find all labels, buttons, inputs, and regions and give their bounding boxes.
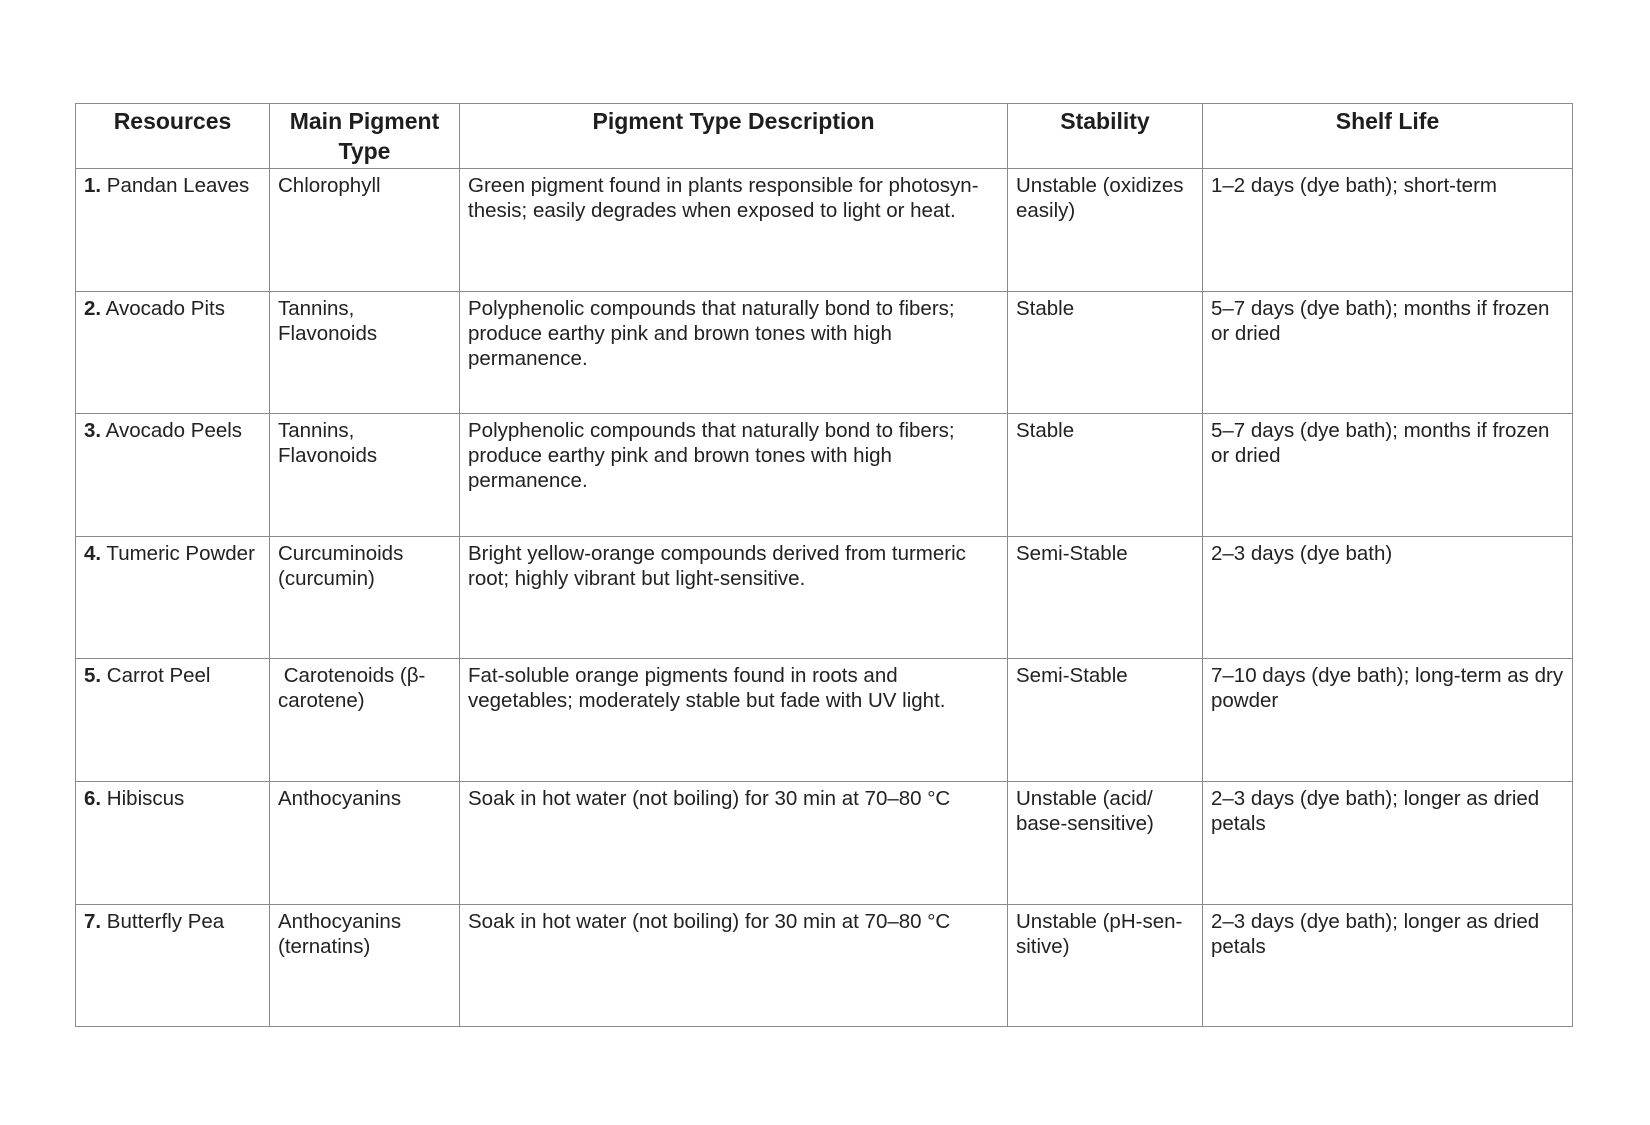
header-pigment-type-description: Pigment Type Description — [460, 104, 1008, 169]
main-pigment-type-cell: Carotenoids (β-carotene) — [270, 659, 460, 782]
description-cell: Soak in hot water (not boiling) for 30 min at 70–80 °C — [460, 904, 1008, 1027]
stability-cell: Semi-Stable — [1008, 659, 1203, 782]
resource-name: Pandan Leaves — [101, 174, 250, 197]
stability-cell: Stable — [1008, 291, 1203, 414]
table-row — [76, 904, 1573, 1027]
header-main-pigment-type: Main Pigment Type — [270, 104, 460, 169]
header-row — [76, 104, 1573, 169]
main-pigment-type-cell: Anthocyanins (ternatins) — [270, 904, 460, 1027]
row-number: 3. — [84, 419, 102, 443]
stability-cell: Stable — [1008, 414, 1203, 537]
resource-cell — [76, 414, 270, 537]
main-pigment-type-cell: Curcuminoids (curcumin) — [270, 536, 460, 659]
header-resources: Resources — [76, 104, 270, 169]
resource-cell — [76, 536, 270, 659]
table-row — [76, 414, 1573, 537]
resource-name: Butterfly Pea — [101, 909, 225, 933]
resource-name: Carrot Peel — [101, 664, 211, 688]
stability-cell: Unstable (oxidizes easily) — [1008, 169, 1203, 292]
row-number: 6. — [84, 786, 102, 810]
main-pigment-type-cell: Anthocyanins — [270, 781, 460, 904]
description-cell: Polyphenolic compounds that naturally bond to fibers; produce earthy pink and brown tones with high permanence. — [460, 291, 1008, 414]
shelf-life-cell: 5–7 days (dye bath); months if frozen or dried — [1203, 414, 1573, 537]
stability-cell: Unstable (pH-sen-sitive) — [1008, 904, 1203, 1027]
resource-name: Avocado Peels — [101, 419, 243, 443]
table-row — [76, 291, 1573, 414]
table-row — [76, 659, 1573, 782]
shelf-life-cell: 5–7 days (dye bath); months if frozen or dried — [1203, 291, 1573, 414]
resource-cell — [76, 291, 270, 414]
row-number: 5. — [84, 664, 102, 688]
main-pigment-type-cell: Chlorophyll — [270, 169, 460, 292]
resource-name: Hibiscus — [101, 786, 185, 810]
pigment-resources-table — [75, 103, 1573, 1027]
description-cell: Fat-soluble orange pigments found in roots and vegetables; moderately stable but fade with UV light. — [460, 659, 1008, 782]
resource-cell — [76, 169, 270, 292]
description-cell: Green pigment found in plants responsible for photosyn-thesis; easily degrades when exposed to light or heat. — [460, 169, 1008, 292]
description-cell: Polyphenolic compounds that naturally bond to fibers; produce earthy pink and brown tones with high permanence. — [460, 414, 1008, 537]
description-cell: Soak in hot water (not boiling) for 30 min at 70–80 °C — [460, 781, 1008, 904]
table-row — [76, 169, 1573, 292]
shelf-life-cell: 7–10 days (dye bath); long-term as dry powder — [1203, 659, 1573, 782]
shelf-life-cell: 2–3 days (dye bath); longer as dried petals — [1203, 781, 1573, 904]
header-stability: Stability — [1008, 104, 1203, 169]
table-row — [76, 536, 1573, 659]
shelf-life-cell: 2–3 days (dye bath) — [1203, 536, 1573, 659]
resource-name: Avocado Pits — [101, 296, 225, 320]
description-cell: Bright yellow-orange compounds derived from turmeric root; highly vibrant but light-sensitive. — [460, 536, 1008, 659]
row-number: 4. — [84, 541, 102, 565]
row-number: 2. — [84, 296, 102, 320]
stability-cell: Semi-Stable — [1008, 536, 1203, 659]
table-row — [76, 781, 1573, 904]
resource-cell — [76, 904, 270, 1027]
resource-cell — [76, 781, 270, 904]
shelf-life-cell: 1–2 days (dye bath); short-term — [1203, 169, 1573, 292]
row-number: 7. — [84, 909, 102, 933]
resource-cell — [76, 659, 270, 782]
shelf-life-cell: 2–3 days (dye bath); longer as dried petals — [1203, 904, 1573, 1027]
resource-name: Tumeric Powder — [101, 541, 255, 565]
main-pigment-type-cell: Tannins, Flavonoids — [270, 414, 460, 537]
row-number: 1. — [84, 174, 102, 197]
header-shelf-life: Shelf Life — [1203, 104, 1573, 169]
stability-cell: Unstable (acid/ base-sensitive) — [1008, 781, 1203, 904]
main-pigment-type-cell: Tannins, Flavonoids — [270, 291, 460, 414]
